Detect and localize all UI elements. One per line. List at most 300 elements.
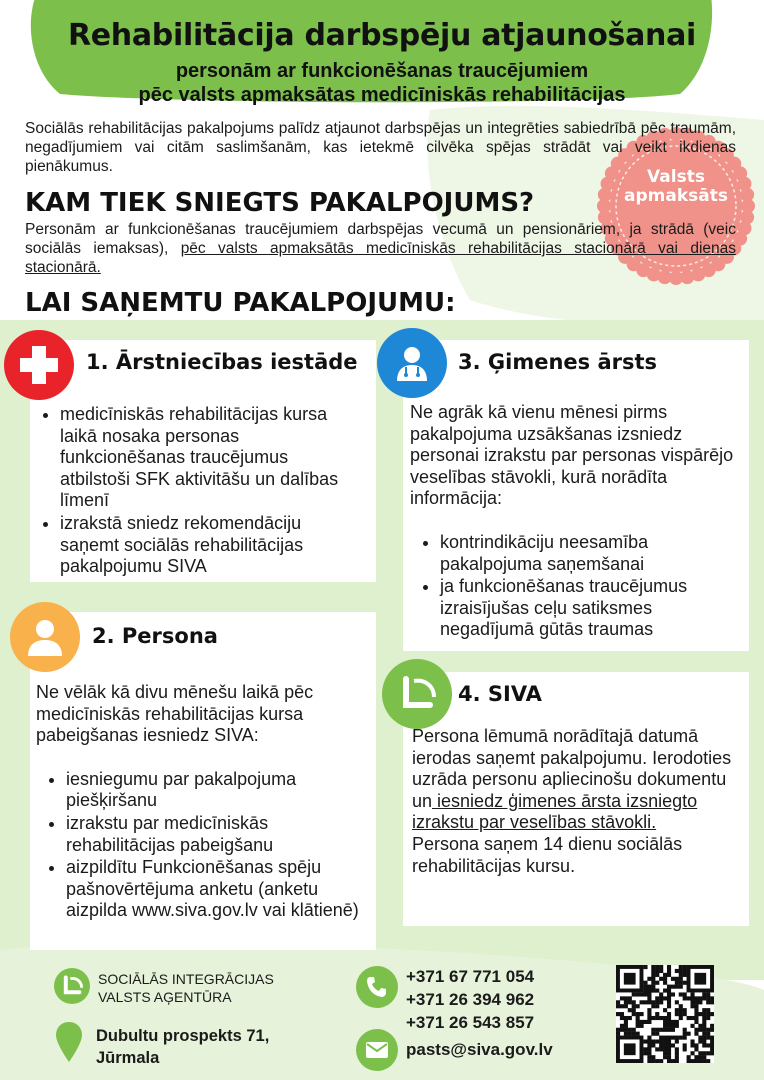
step2-icon-circle: [10, 602, 80, 672]
qr-module: [702, 1024, 706, 1028]
qr-module: [643, 1039, 647, 1043]
qr-module: [710, 1012, 714, 1016]
qr-module: [655, 1059, 659, 1063]
qr-module: [690, 992, 694, 996]
qr-module: [628, 996, 632, 1000]
qr-module: [694, 1047, 698, 1051]
phone-number[interactable]: +371 26 543 857: [406, 1012, 535, 1032]
qr-module: [640, 1000, 644, 1004]
qr-module: [647, 1059, 651, 1063]
qr-module: [620, 1024, 624, 1028]
qr-module: [679, 977, 683, 981]
step2-intro: Ne vēlāk kā divu mēnešu laikā pēc medicīniskās rehabilitācijas kursa pabeigšanas iesniedz SIVA:: [36, 682, 314, 746]
qr-module: [659, 992, 663, 996]
qr-module: [683, 1036, 687, 1040]
qr-module: [620, 996, 624, 1000]
step4-icon-circle: [382, 659, 452, 729]
qr-module: [651, 1059, 655, 1063]
qr-module: [698, 1036, 702, 1040]
qr-module: [636, 1012, 640, 1016]
qr-module: [679, 965, 683, 969]
qr-module: [624, 1024, 628, 1028]
qr-module: [667, 1016, 671, 1020]
qr-module: [655, 996, 659, 1000]
qr-module: [710, 1036, 714, 1040]
qr-module: [636, 1004, 640, 1008]
qr-module: [659, 1043, 663, 1047]
qr-module: [675, 969, 679, 973]
qr-module: [706, 1032, 710, 1036]
qr-module: [710, 1024, 714, 1028]
subtitle-line-1: personām ar funkcionēšanas traucējumiem: [175, 60, 589, 82]
qr-code: [616, 965, 714, 1063]
qr-module: [667, 1055, 671, 1059]
qr-module: [690, 1051, 694, 1055]
qr-module: [667, 1004, 671, 1008]
qr-module: [671, 992, 675, 996]
qr-module: [702, 1028, 706, 1032]
qr-module: [683, 1032, 687, 1036]
qr-module: [667, 1012, 671, 1016]
qr-module: [683, 992, 687, 996]
qr-module: [702, 1055, 706, 1059]
qr-module: [687, 1016, 691, 1020]
qr-module: [628, 1032, 632, 1036]
qr-module: [663, 1024, 667, 1028]
qr-module: [655, 1047, 659, 1051]
qr-module: [679, 973, 683, 977]
qr-module: [667, 992, 671, 996]
list-item: • aizpildītu Funkcionēšanas spēju pašnovērtējuma anketu (anketu aizpilda www.siva.gov.lv vai klātienē): [66, 857, 368, 922]
qr-module: [663, 1043, 667, 1047]
qr-module: [687, 1055, 691, 1059]
qr-module: [628, 1000, 632, 1004]
envelope-icon: [365, 1041, 389, 1059]
qr-module: [636, 1032, 640, 1036]
qr-module: [636, 1016, 640, 1020]
qr-module: [667, 1047, 671, 1051]
qr-module: [683, 973, 687, 977]
step1-bullet-list: [30, 404, 356, 578]
qr-module: [679, 1016, 683, 1020]
stamp-line-1: Valsts: [647, 167, 705, 187]
qr-module: [663, 1047, 667, 1051]
qr-module: [655, 1012, 659, 1016]
qr-module: [694, 1055, 698, 1059]
qr-module: [647, 996, 651, 1000]
qr-module: [663, 977, 667, 981]
qr-module: [671, 1020, 675, 1024]
qr-module: [647, 1051, 651, 1055]
qr-module: [694, 1032, 698, 1036]
list-item: • izrakstā sniedz rekomendāciju saņemt sociālās rehabilitācijas pakalpojumu SIVA: [60, 513, 356, 578]
qr-module: [667, 989, 671, 993]
qr-module: [620, 1012, 624, 1016]
qr-module: [647, 989, 651, 993]
qr-module: [698, 996, 702, 1000]
qr-module: [643, 985, 647, 989]
qr-module: [659, 1000, 663, 1004]
red-cross-icon: [18, 344, 60, 386]
qr-module: [675, 985, 679, 989]
qr-module: [655, 1028, 659, 1032]
qr-module: [694, 996, 698, 1000]
qr-module: [651, 977, 655, 981]
qr-module: [675, 1012, 679, 1016]
phone-icon-circle: [356, 966, 398, 1008]
location-pin-icon: [56, 1022, 82, 1062]
qr-module: [643, 1051, 647, 1055]
step3-bullet-list: [410, 532, 740, 641]
qr-module: [675, 1055, 679, 1059]
qr-module: [675, 1000, 679, 1004]
qr-module: [628, 1008, 632, 1012]
qr-module: [679, 969, 683, 973]
qr-module: [667, 1059, 671, 1063]
qr-module: [679, 992, 683, 996]
qr-module: [651, 1039, 655, 1043]
qr-module: [706, 1008, 710, 1012]
qr-module: [651, 1032, 655, 1036]
step2-body: [36, 682, 368, 923]
email-icon-circle: [356, 1029, 398, 1071]
qr-module: [702, 1039, 706, 1043]
qr-module: [667, 1039, 671, 1043]
qr-module: [620, 1028, 624, 1032]
qr-module: [694, 1020, 698, 1024]
qr-module: [636, 992, 640, 996]
qr-module: [647, 992, 651, 996]
who-heading: KAM TIEK SNIEGTS PAKALPOJUMS?: [25, 188, 535, 218]
qr-module: [690, 1039, 694, 1043]
qr-module: [694, 1028, 698, 1032]
qr-module: [710, 1000, 714, 1004]
qr-finder: [624, 973, 636, 985]
qr-module: [690, 1024, 694, 1028]
phone-number[interactable]: +371 67 771 054: [406, 967, 535, 986]
qr-module: [683, 996, 687, 1000]
qr-module: [667, 969, 671, 973]
qr-module: [710, 1051, 714, 1055]
qr-module: [683, 1047, 687, 1051]
qr-module: [694, 1059, 698, 1063]
qr-module: [690, 1000, 694, 1004]
qr-module: [616, 1004, 620, 1008]
qr-module: [647, 1016, 651, 1020]
qr-module: [671, 1059, 675, 1063]
qr-module: [643, 992, 647, 996]
qr-module: [671, 1043, 675, 1047]
qr-module: [647, 1043, 651, 1047]
qr-module: [702, 992, 706, 996]
qr-module: [667, 965, 671, 969]
qr-module: [675, 1039, 679, 1043]
qr-module: [702, 1020, 706, 1024]
email-link[interactable]: pasts@siva.gov.lv: [406, 1040, 553, 1059]
phone-number[interactable]: +371 26 394 962: [406, 989, 535, 1009]
qr-module: [655, 969, 659, 973]
qr-module: [667, 1000, 671, 1004]
qr-module: [671, 1036, 675, 1040]
qr-module: [675, 1051, 679, 1055]
qr-module: [647, 1039, 651, 1043]
qr-module: [624, 1004, 628, 1008]
qr-module: [667, 985, 671, 989]
phone-icon: [365, 975, 389, 999]
qr-module: [632, 992, 636, 996]
qr-module: [698, 1000, 702, 1004]
qr-module: [702, 1012, 706, 1016]
qr-module: [667, 1036, 671, 1040]
qr-module: [698, 1059, 702, 1063]
list-item: • kontrindikāciju neesamība pakalpojuma saņemšanai: [440, 532, 740, 575]
list-item: • ja funkcionēšanas traucējumus izraisījušas ceļu satiksmes negadījumā gūtās traumas: [440, 576, 740, 641]
qr-module: [647, 1055, 651, 1059]
qr-module: [655, 1032, 659, 1036]
qr-module: [698, 1051, 702, 1055]
qr-module: [643, 1020, 647, 1024]
qr-module: [675, 1036, 679, 1040]
qr-module: [663, 1008, 667, 1012]
qr-module: [675, 1059, 679, 1063]
qr-module: [616, 1032, 620, 1036]
qr-module: [679, 981, 683, 985]
qr-module: [663, 981, 667, 985]
qr-module: [632, 1004, 636, 1008]
qr-module: [667, 973, 671, 977]
qr-module: [643, 1047, 647, 1051]
siva-logo-icon: [394, 671, 440, 717]
qr-module: [683, 1012, 687, 1016]
qr-module: [671, 985, 675, 989]
qr-module: [679, 1004, 683, 1008]
qr-module: [702, 1059, 706, 1063]
qr-module: [694, 1008, 698, 1012]
qr-module: [643, 989, 647, 993]
qr-module: [616, 1028, 620, 1032]
qr-module: [683, 1028, 687, 1032]
address-line-2: Jūrmala: [96, 1048, 160, 1067]
qr-finder: [624, 1043, 636, 1055]
qr-module: [647, 1012, 651, 1016]
step4-body: [412, 726, 732, 877]
qr-module: [687, 996, 691, 1000]
qr-module: [663, 1016, 667, 1020]
siva-logo-icon: [59, 973, 85, 999]
qr-module: [624, 996, 628, 1000]
qr-module: [663, 1051, 667, 1055]
qr-module: [694, 1000, 698, 1004]
qr-module: [651, 969, 655, 973]
how-heading: LAI SAŅEMTU PAKALPOJUMU:: [25, 288, 456, 318]
qr-module: [694, 1016, 698, 1020]
step1-body: [30, 404, 356, 579]
qr-module: [710, 1043, 714, 1047]
qr-module: [632, 1008, 636, 1012]
qr-module: [671, 1024, 675, 1028]
qr-module: [706, 1036, 710, 1040]
qr-module: [616, 1012, 620, 1016]
qr-module: [620, 1004, 624, 1008]
qr-module: [702, 1016, 706, 1020]
qr-module: [651, 985, 655, 989]
agency-name: [98, 970, 274, 1006]
step4-paragraph: [412, 726, 732, 877]
qr-module: [667, 1028, 671, 1032]
qr-module: [683, 965, 687, 969]
phone-list: [406, 966, 534, 1035]
qr-module: [679, 985, 683, 989]
qr-module: [683, 981, 687, 985]
qr-module: [663, 1020, 667, 1024]
qr-module: [659, 1016, 663, 1020]
qr-module: [710, 1047, 714, 1051]
qr-module: [647, 1020, 651, 1024]
step4-text-after: Persona saņem 14 dienu sociālās rehabilitācijas kursu.: [412, 833, 683, 876]
qr-module: [702, 996, 706, 1000]
qr-module: [683, 969, 687, 973]
qr-module: [690, 996, 694, 1000]
qr-module: [624, 1020, 628, 1024]
qr-module: [706, 1012, 710, 1016]
qr-module: [667, 1043, 671, 1047]
step3-icon-circle: [377, 328, 447, 398]
qr-module: [624, 1032, 628, 1036]
intro-paragraph: Sociālās rehabilitācijas pakalpojums palīdz atjaunot darbspējas un integrēties sabiedrībā pēc traumām, negadījumiem vai citām saslimšanām, kas ietekmē cilvēka spējas strādāt vai veikt ikdienas pienākumus.: [25, 120, 736, 175]
qr-module: [624, 1000, 628, 1004]
qr-module: [659, 1047, 663, 1051]
qr-module: [679, 1012, 683, 1016]
qr-module: [628, 1016, 632, 1020]
qr-module: [690, 1043, 694, 1047]
who-paragraph: [25, 221, 736, 278]
qr-module: [675, 1024, 679, 1028]
qr-module: [632, 1028, 636, 1032]
qr-module: [667, 1024, 671, 1028]
qr-module: [655, 981, 659, 985]
qr-module: [655, 965, 659, 969]
qr-module: [647, 1000, 651, 1004]
qr-module: [651, 1028, 655, 1032]
qr-module: [675, 1020, 679, 1024]
step3-intro: Ne agrāk kā vienu mēnesi pirms pakalpojuma uzsākšanas izsniedz personai izrakstu par personas vispārējo veselības stāvokli, kurā norādīta informācija:: [410, 402, 734, 509]
qr-module: [710, 1028, 714, 1032]
qr-module: [690, 1016, 694, 1020]
qr-module: [706, 1000, 710, 1004]
qr-module: [632, 1032, 636, 1036]
qr-module: [675, 1008, 679, 1012]
qr-module: [659, 1036, 663, 1040]
qr-module: [690, 1004, 694, 1008]
step2-bullet-list: [36, 769, 368, 922]
qr-module: [706, 1051, 710, 1055]
qr-finder: [694, 973, 706, 985]
step3-body: [410, 402, 740, 642]
qr-module: [655, 973, 659, 977]
step1-icon-circle: [4, 330, 74, 400]
qr-module: [651, 965, 655, 969]
qr-module: [655, 1000, 659, 1004]
qr-module: [706, 1059, 710, 1063]
qr-module: [643, 1000, 647, 1004]
qr-module: [667, 996, 671, 1000]
qr-module: [659, 977, 663, 981]
qr-module: [663, 1036, 667, 1040]
qr-module: [647, 985, 651, 989]
person-icon: [24, 616, 66, 658]
qr-module: [710, 1039, 714, 1043]
qr-module: [706, 996, 710, 1000]
agency-line-1: SOCIĀLĀS INTEGRĀCIJAS: [98, 971, 274, 987]
qr-module: [647, 977, 651, 981]
qr-module: [706, 1016, 710, 1020]
qr-module: [647, 1008, 651, 1012]
step1-title: 1. Ārstniecības iestāde: [86, 350, 358, 374]
qr-module: [636, 1020, 640, 1024]
who-text-plain: Personām ar funkcionēšanas traucējumiem darbspējas vecumā un pensionāriem, ja strādā (veic sociālās iemaksas),: [25, 221, 736, 257]
qr-module: [663, 1055, 667, 1059]
qr-module: [698, 1039, 702, 1043]
qr-module: [694, 1004, 698, 1008]
qr-module: [647, 1047, 651, 1051]
qr-module: [655, 1039, 659, 1043]
qr-module: [663, 996, 667, 1000]
qr-module: [702, 1008, 706, 1012]
qr-module: [679, 1008, 683, 1012]
qr-module: [651, 1000, 655, 1004]
address: [96, 1026, 269, 1070]
who-text-underlined: pēc valsts apmaksātās medicīniskās rehabilitācijas stacionārā vai dienas stacionārā.: [25, 239, 736, 276]
qr-module: [663, 989, 667, 993]
qr-module: [651, 989, 655, 993]
qr-module: [702, 1043, 706, 1047]
qr-module: [640, 1024, 644, 1028]
qr-module: [655, 1016, 659, 1020]
qr-module: [651, 1004, 655, 1008]
qr-module: [706, 1043, 710, 1047]
qr-module: [667, 1020, 671, 1024]
subtitle-line-2: pēc valsts apmaksātas medicīniskās rehabilitācijas: [138, 84, 626, 106]
qr-module: [690, 1059, 694, 1063]
qr-module: [702, 1032, 706, 1036]
step4-text-underlined: iesniedz ģimenes ārsta izsniegto izrakstu par veselības stāvokli.: [412, 790, 698, 833]
qr-module: [632, 1012, 636, 1016]
qr-module: [643, 965, 647, 969]
qr-module: [710, 996, 714, 1000]
doctor-icon: [392, 343, 432, 383]
qr-module: [632, 1000, 636, 1004]
qr-module: [679, 1036, 683, 1040]
list-item: • medicīniskās rehabilitācijas kursa laikā nosaka personas funkcionēšanas traucējumus atbilstoši SFK aktivitāšu un dalības līmenī: [60, 404, 356, 512]
qr-module: [651, 1055, 655, 1059]
step3-title: 3. Ģimenes ārsts: [458, 350, 658, 374]
qr-module: [683, 1008, 687, 1012]
qr-module: [620, 1016, 624, 1020]
qr-module: [655, 1004, 659, 1008]
qr-module: [659, 1059, 663, 1063]
stamp-text: [596, 168, 756, 205]
stamp-line-2: apmaksāts: [624, 185, 728, 206]
qr-module: [671, 1028, 675, 1032]
qr-module: [643, 981, 647, 985]
footer-siva-logo: [54, 968, 90, 1004]
qr-module: [655, 989, 659, 993]
step4-text-before: Persona lēmumā norādītajā datumā ierodas saņemt pakalpojumu. Ierodoties uzrāda personu apliecinošu dokumentu un: [412, 726, 732, 811]
qr-module: [659, 1028, 663, 1032]
list-item: • iesniegumu par pakalpojuma piešķiršanu: [66, 769, 368, 812]
qr-module: [651, 1016, 655, 1020]
qr-module: [659, 1039, 663, 1043]
